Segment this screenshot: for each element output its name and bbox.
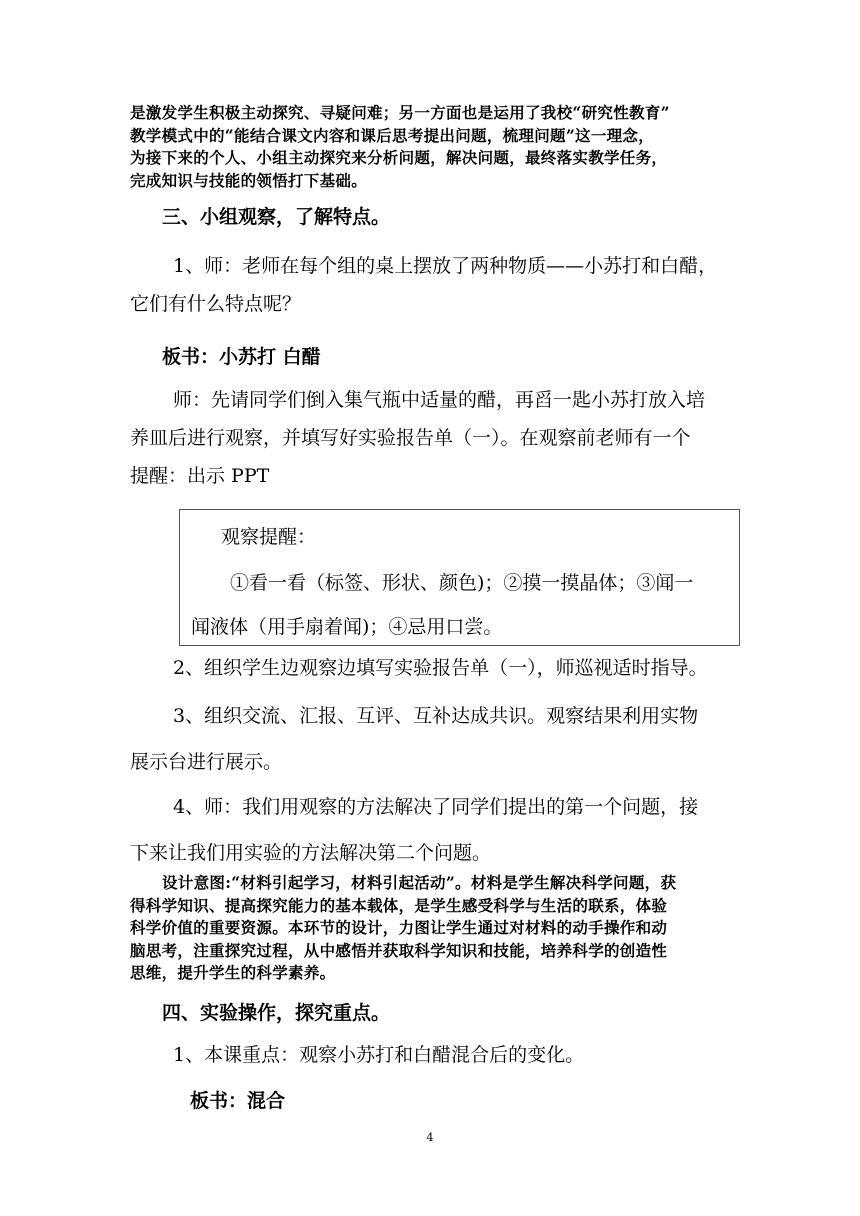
section3-paragraph-3 (130, 649, 740, 687)
page-number: 4 (426, 1131, 434, 1144)
text-line: 提醒：出示 PPT (130, 465, 270, 487)
text-line: 展示台进行展示。 (130, 751, 283, 773)
text-line: 1、师：老师在每个组的桌上摆放了两种物质——小苏打和白醋， (173, 255, 718, 277)
board-writing-2: 板书：混合 (190, 1090, 286, 1112)
text-line: 4、师：我们用观察的方法解决了同学们提出的第一个问题，接 (173, 796, 699, 818)
section3-paragraph-5 (130, 788, 740, 872)
section3-heading: 三、小组观察，了解特点。 (162, 206, 391, 228)
text-line: 设计意图:“材料引起学习，材料引起活动”。材料是学生解决科学问题，获 (162, 873, 677, 892)
section4-paragraph-1 (130, 1036, 740, 1074)
reminder-line-2: 闻液体（用手扇着闻)；④忌用口尝。 (191, 616, 503, 638)
text-line: 它们有什么特点呢？ (130, 293, 302, 315)
text-line: 3、组织交流、汇报、互评、互补达成共识。观察结果利用实物 (173, 705, 699, 727)
text-line: 师：先请同学们倒入集气瓶中适量的醋，再舀一匙小苏打放入培 (173, 389, 706, 411)
text-line: 脑思考，注重探究过程，从中感悟并获取科学知识和技能，培养科学的创造性 (130, 940, 668, 960)
text-line: 得科学知识、提高探究能力的基本载体，是学生感受科学与生活的联系，体验 (130, 895, 668, 915)
observation-reminder-box (179, 509, 740, 646)
section3-paragraph-4 (130, 697, 740, 781)
section4-heading: 四、实验操作，探究重点。 (162, 1002, 391, 1024)
text-line: 为接下来的个人、小组主动探究来分析问题，解决问题，最终落实教学任务， (130, 148, 668, 167)
text-line: 科学价值的重要资源。本环节的设计，力图让学生通过对材料的动手操作和动 (130, 918, 668, 937)
reminder-title: 观察提醒： (221, 526, 317, 548)
text-line: 完成知识与技能的领悟打下基础。 (130, 170, 368, 190)
text-line: 下来让我们用实验的方法解决第二个问题。 (130, 842, 492, 864)
board-writing-1: 板书：小苏打 白醋 (162, 346, 321, 368)
reminder-line-1: ①看一看（标签、形状、颜色)；②摸一摸晶体；③闻一 (230, 572, 694, 594)
text-line: 思维，提升学生的科学素养。 (130, 963, 336, 982)
section3-paragraph-1 (130, 247, 740, 323)
section3-paragraph-2 (130, 381, 740, 495)
text-line: 1、本课重点：观察小苏打和白醋混合后的变化。 (173, 1044, 585, 1066)
intro-design-paragraph (130, 102, 750, 192)
text-line: 2、组织学生边观察边填写实验报告单（一），师巡视适时指导。 (173, 657, 708, 679)
text-line: 是激发学生积极主动探究、寻疑问难；另一方面也是运用了我校“研究性教育” (130, 103, 670, 122)
text-line: 教学模式中的“能结合课文内容和课后思考提出问题，梳理问题”这一理念， (130, 125, 655, 145)
text-line: 养皿后进行观察，并填写好实验报告单（一）。在观察前老师有一个 (130, 427, 691, 449)
design-intent-paragraph (130, 872, 750, 985)
